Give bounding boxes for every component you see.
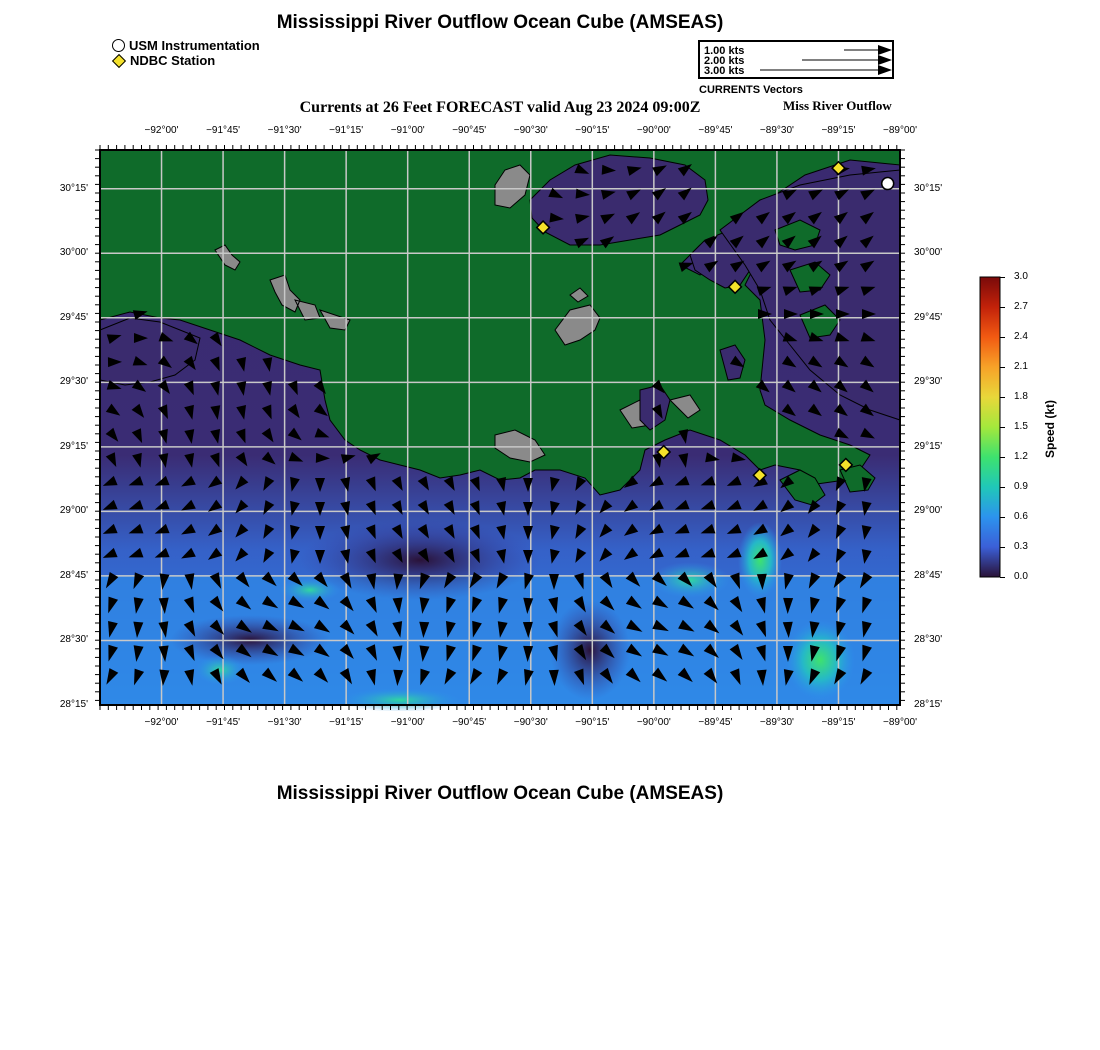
- vector-key-row-2: 2.00 kts: [704, 55, 745, 67]
- region-label: Miss River Outflow: [783, 98, 892, 113]
- legend-ndbc-label: NDBC Station: [130, 53, 216, 68]
- lon-tick-label: −89°45': [698, 717, 733, 728]
- lat-tick-label: 30°00': [59, 247, 88, 259]
- colorbar-tick-label: 3.0: [1014, 271, 1028, 282]
- ndbc-diamond-icon: [112, 53, 126, 67]
- legend-usm-label: USM Instrumentation: [129, 38, 260, 53]
- lat-tick-label: 29°00': [59, 505, 88, 517]
- usm-circle-icon: [112, 39, 125, 52]
- lat-tick-label: 30°15': [59, 182, 88, 194]
- colorbar-tick-label: 0.6: [1014, 511, 1028, 522]
- lat-tick-label: 29°30': [59, 376, 88, 388]
- lon-tick-label: −92°00': [144, 125, 179, 136]
- lon-tick-label: −89°00': [883, 125, 917, 136]
- lat-tick-label: 29°15': [914, 440, 943, 452]
- colorbar-tick: [1000, 277, 1005, 278]
- vector-key-caption: CURRENTS Vectors: [699, 84, 803, 96]
- lon-tick-label: −90°15': [575, 717, 610, 728]
- colorbar-tick: [1000, 457, 1005, 458]
- colorbar-tick: [1000, 307, 1005, 308]
- lon-tick-label: −90°30': [513, 125, 548, 136]
- colorbar-tick: [1000, 577, 1005, 578]
- vector-key-row-1: 1.00 kts: [704, 45, 745, 57]
- lat-tick-label: 29°45': [59, 311, 88, 323]
- lon-tick-label: −89°45': [698, 125, 733, 136]
- currents-map: [94, 144, 908, 711]
- jet-6: [280, 578, 340, 602]
- lon-tick-label: −89°15': [821, 717, 856, 728]
- colorbar-tick-label: 0.0: [1014, 571, 1028, 582]
- vector-key-arrows: [700, 42, 896, 81]
- lat-tick-label: 30°00': [914, 247, 943, 259]
- colorbar-tick-label: 2.4: [1014, 331, 1028, 342]
- colorbar-ramp: [978, 275, 1004, 581]
- colorbar-tick-label: 1.2: [1014, 451, 1028, 462]
- colorbar-tick: [1000, 517, 1005, 518]
- lat-tick-label: 29°15': [59, 440, 88, 452]
- colorbar-tick: [1000, 397, 1005, 398]
- lat-tick-label: 29°30': [914, 376, 943, 388]
- colorbar-tick: [1000, 367, 1005, 368]
- jet-4: [340, 688, 460, 711]
- colorbar-label: Speed (kt): [1043, 399, 1057, 458]
- lon-tick-label: −89°30': [759, 125, 794, 136]
- colorbar-tick-label: 0.9: [1014, 481, 1028, 492]
- lat-tick-label: 29°45': [914, 311, 943, 323]
- lon-tick-label: −91°45': [206, 125, 241, 136]
- lon-tick-label: −90°15': [575, 125, 610, 136]
- lat-tick-label: 28°45': [914, 569, 943, 581]
- vector-key-arrow-2: [878, 55, 892, 65]
- lon-tick-label: −89°15': [821, 125, 856, 136]
- lon-tick-label: −89°00': [883, 717, 917, 728]
- lon-tick-label: −90°30': [513, 717, 548, 728]
- lon-tick-label: −90°45': [452, 125, 487, 136]
- map-title: Mississippi River Outflow Ocean Cube (AMSEAS): [276, 12, 724, 33]
- colorbar-tick-label: 2.1: [1014, 361, 1028, 372]
- lat-tick-label: 28°15': [914, 699, 943, 710]
- lon-tick-label: −89°30': [759, 717, 794, 728]
- lon-tick-label: −91°15': [329, 125, 364, 136]
- vector-key-arrow-3: [878, 65, 892, 75]
- lon-tick-label: −91°30': [267, 717, 302, 728]
- jet-3: [785, 620, 855, 700]
- lon-tick-label: −90°00': [636, 125, 671, 136]
- colorbar-tick: [1000, 427, 1005, 428]
- lon-tick-label: −90°00': [636, 717, 671, 728]
- lon-tick-label: −91°45': [206, 717, 241, 728]
- colorbar-tick-label: 2.7: [1014, 301, 1028, 312]
- colorbar-tick-label: 0.3: [1014, 541, 1028, 552]
- vector-key-row-3: 3.00 kts: [704, 65, 745, 77]
- map-subtitle: Currents at 26 Feet FORECAST valid Aug 23 2024 09:00Z: [299, 99, 701, 116]
- lon-tick-label: −91°15': [329, 717, 364, 728]
- vector-key-arrow-1: [878, 45, 892, 55]
- colorbar-tick: [1000, 547, 1005, 548]
- lon-tick-label: −91°00': [390, 125, 425, 136]
- vector-key: [698, 40, 894, 79]
- colorbar-tick-label: 1.5: [1014, 421, 1028, 432]
- colorbar-tick: [1000, 487, 1005, 488]
- colorbar-tick: [1000, 337, 1005, 338]
- dark-eddy-2: [550, 600, 630, 700]
- lat-tick-label: 30°15': [914, 182, 943, 194]
- lon-tick-label: −90°45': [452, 717, 487, 728]
- lon-tick-label: −92°00': [144, 717, 179, 728]
- lon-tick-label: −91°30': [267, 125, 302, 136]
- lat-tick-label: 29°00': [914, 505, 943, 517]
- lat-tick-label: 28°30': [914, 634, 943, 646]
- usm-station-marker[interactable]: [882, 178, 894, 190]
- lat-tick-label: 28°45': [59, 569, 88, 581]
- colorbar-tick-label: 1.8: [1014, 391, 1028, 402]
- colorbar: [978, 275, 1004, 586]
- lat-tick-label: 28°15': [59, 699, 88, 710]
- legend-ndbc: [112, 53, 215, 68]
- lat-tick-label: 28°30': [59, 634, 88, 646]
- footer-title: Mississippi River Outflow Ocean Cube (AMSEAS): [276, 783, 724, 804]
- lon-tick-label: −91°00': [390, 717, 425, 728]
- legend-usm: [112, 38, 260, 53]
